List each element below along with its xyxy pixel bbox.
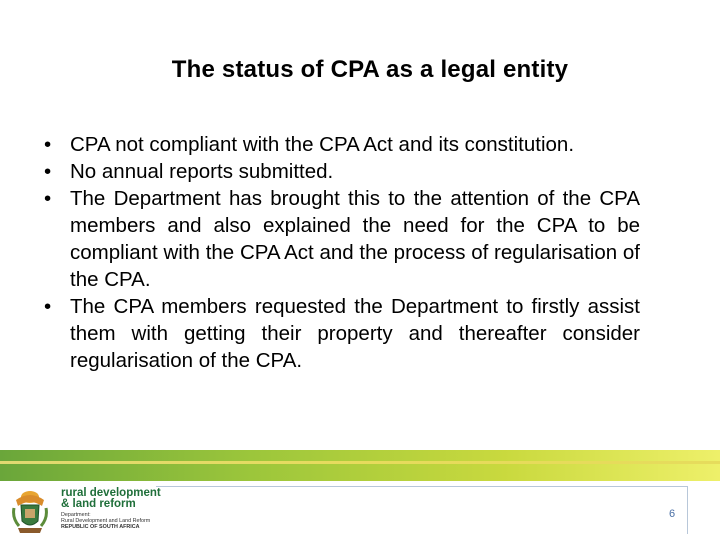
footer-color-band bbox=[0, 450, 720, 481]
bullet-item bbox=[44, 185, 640, 293]
bullet-text: CPA not compliant with the CPA Act and its constitution. bbox=[70, 133, 575, 156]
footer-band-stripe bbox=[0, 461, 720, 464]
bullet-text: The Department has brought this to the attention of the CPA members and also explained the need for the CPA to be compliant with the CPA Act and the process of regularisation of the CPA. bbox=[70, 187, 640, 291]
bullet-dot: • bbox=[44, 295, 52, 318]
footer-frame bbox=[156, 486, 688, 534]
bullet-dot: • bbox=[44, 187, 52, 210]
logo-title-line1: rural development bbox=[61, 487, 161, 499]
logo-dept-label: Department: bbox=[61, 512, 91, 518]
bullet-dot: • bbox=[44, 160, 52, 183]
logo-title-line2: & land reform bbox=[61, 498, 136, 510]
page-number: 6 bbox=[669, 508, 676, 520]
bullet-list bbox=[44, 131, 640, 374]
bullet-item bbox=[44, 293, 640, 374]
logo-country: REPUBLIC OF SOUTH AFRICA bbox=[61, 523, 140, 530]
bullet-dot: • bbox=[44, 133, 52, 156]
bullet-text: No annual reports submitted. bbox=[70, 160, 334, 183]
department-logo bbox=[8, 486, 161, 536]
bullet-item bbox=[44, 131, 640, 158]
logo-dept-name: Rural Development and Land Reform bbox=[61, 517, 151, 524]
logo-text-block bbox=[61, 488, 161, 530]
coat-of-arms-icon bbox=[8, 488, 52, 534]
bullet-item bbox=[44, 158, 640, 185]
bullet-text: The CPA members requested the Department to firstly assist them with getting their property and thereafter consider regularisation of the CPA. bbox=[70, 295, 640, 372]
slide-title: The status of CPA as a legal entity bbox=[171, 56, 569, 83]
